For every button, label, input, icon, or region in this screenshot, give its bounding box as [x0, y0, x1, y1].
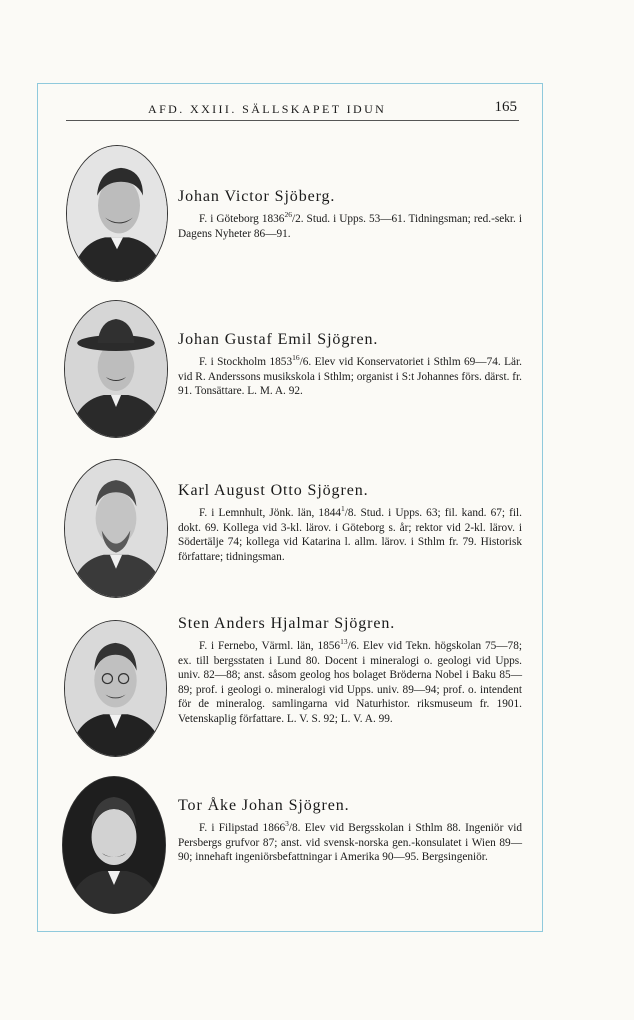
- biography-text: F. i Stockholm 1853$^{16}$/6. Elev vid Konservatoriet i Sthlm 69—74. Lär. vid R. Anderssons musikskola i Sthlm; organist i S:t Johannes förs. därst. fr. 91. Tonsättare. L. M. A. 92.: [178, 353, 522, 398]
- biography-text: F. i Filipstad 1866$^3$/8. Elev vid Bergsskolan i Sthlm 88. Ingeniör vid Persbergs grufvor 87; anst. vid svensk-norska gen.-konsulatet i Wien 89—90; innehaft ingeniörsbefattningar i Amerika 90—95. Bergsingeniör.: [178, 819, 522, 864]
- page-header: [66, 100, 519, 121]
- portrait-photo-icon: [62, 776, 166, 914]
- biography-text: F. i Fernebo, Värml. län, 1856$^{13}$/6. Elev vid Tekn. högskolan 75—78; ex. till bergsstaten i Lund 80. Docent i mineralogi o. geologi vid Upps. univ. 82—88; anst. såsom geolog hos bolaget Bröderna Nobel i Baku 85—89; prof. i geologi o. mineralogi vid Upps. univ. 89—94; prof. o. intendent för de mineralog. samlingarna vid Naturhistor. riksmuseum fr. 1901. Vetenskaplig författare. L. V. S. 92; L. V. A. 99.: [178, 637, 522, 725]
- person-name: Karl August Otto Sjögren.: [178, 482, 369, 499]
- portrait-photo-icon: [64, 620, 167, 757]
- person-name: Tor Åke Johan Sjögren.: [178, 797, 350, 814]
- person-name: Johan Gustaf Emil Sjögren.: [178, 331, 379, 348]
- biography-text: F. i Lemnhult, Jönk. län, 1844$^1$/8. Stud. i Upps. 63; fil. kand. 67; fil. dokt. 69. Kollega vid 3-kl. lärov. i Göteborg s. år; rektor vid 2-kl. lärov. i Södertälje 74; kollega vid Katarina l. allm. lärov. i Sthlm fr. 79. Historisk författare; tidningsman.: [178, 504, 522, 563]
- portrait-photo-icon: [64, 300, 168, 438]
- page-number: 165: [494, 99, 517, 115]
- portrait-photo-icon: [66, 145, 168, 282]
- portrait-photo-icon: [64, 459, 168, 598]
- running-head: AFD. XXIII. SÄLLSKAPET IDUN: [148, 102, 387, 116]
- biography-text: F. i Göteborg 1836$^{26}$/2. Stud. i Upps. 53—61. Tidningsman; red.-sekr. i Dagens Nyheter 86—91.: [178, 210, 523, 240]
- person-name: Johan Victor Sjöberg.: [178, 188, 336, 205]
- person-name: Sten Anders Hjalmar Sjögren.: [178, 615, 396, 632]
